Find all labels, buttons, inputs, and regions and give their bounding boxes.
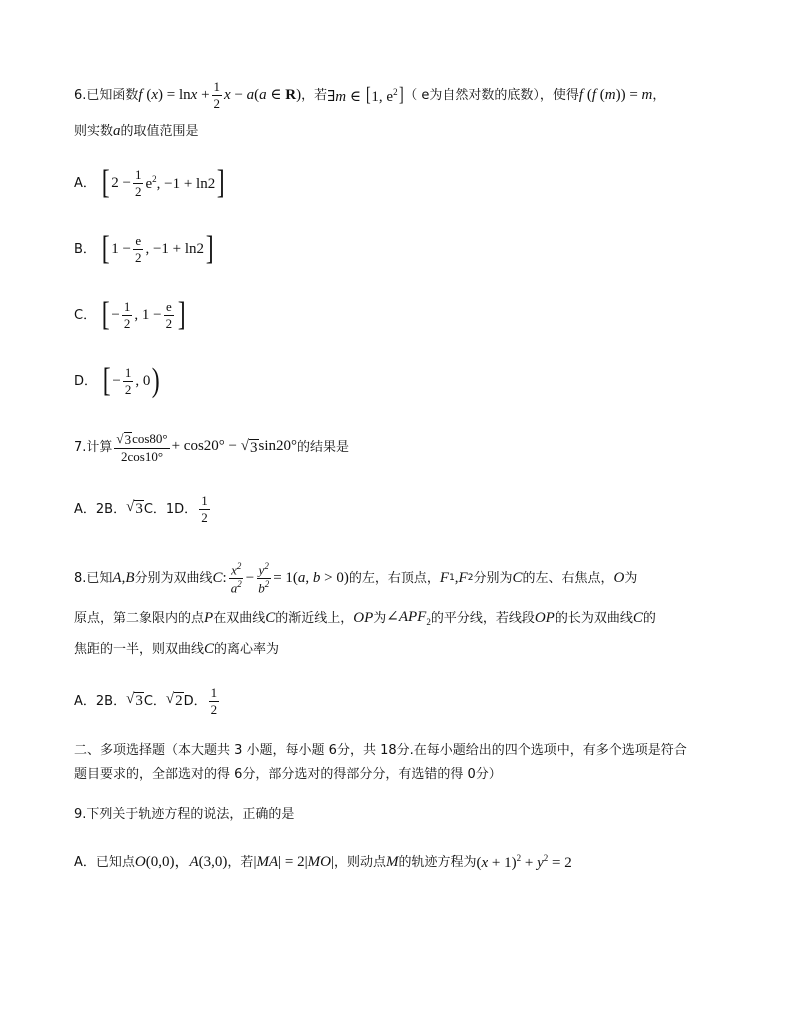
q8-option-c-label: C． [143,693,166,709]
q6-tail: ， [652,87,666,103]
q9-option-a-pre: A．已知点 [74,855,135,870]
q8-line2-a: 原点，第二象限内的点 [74,611,205,626]
q8-mid3: 分别为 [473,570,513,586]
q7-options: A．2B． √ 3 C．1D． $\frac{1}{2}$ [74,493,208,525]
q8-option-d-label: D． [183,693,207,709]
section2-line2: 题目要求的，全部选对的得 6分，部分选对的得部分分，有选错的得 0分） [74,767,502,782]
q6-option-a-label: A． [74,175,96,191]
q6-stem-line1 [74,80,734,110]
q8-line3: 焦距的一半，则双曲线 [74,642,205,657]
q6-option-a: A． [ 2 − $\frac{1}{2}$ $e^2$, −1 + ln2 ] [74,164,225,201]
q6-exists: ∃m ∈ [1, $e^2$] [327,83,404,106]
q9-option-a-mid2: ，则动点 [333,855,386,870]
q6-option-d: D． [ − $\frac{1}{2}$ , 0 ) [74,362,160,399]
q6-cond: ，若 [301,87,328,103]
q7-tail: 的结果是 [297,440,350,456]
q6-stem-line2 [74,124,734,139]
q7-intro: 计算 [86,440,113,456]
q8-line2-f: 的长为双曲线 [554,611,633,626]
q8-mid5: 为 [624,570,638,586]
q6-option-b: B． [ 1 − $\frac{e}{2}$ , −1 + ln2 ] [74,230,214,267]
q9-option-a-tail: 的轨迹方程为 [398,855,477,870]
q7-option-d-fraction: $\frac{1}{2}$ [201,493,208,525]
q6-function-rest: x − a(a ∈ R) [224,86,302,103]
q6-option-d-label: D． [74,373,98,389]
q8-line2-b: 在双曲线 [213,611,266,626]
q9-option-a: A．已知点 O(0,0)，A(3,0) ，若 |MA| = 2|MO| ，则动点 M 的轨迹方程为 $(x + 1)^2 + y^2 = 2$ [74,853,572,871]
q7-fraction: √ 3 cos80° 2cos10° [116,431,168,465]
q9-stem [74,808,734,821]
section2-line1: 二、多项选择题（本大题共 3 小题，每小题 6分，共 18分.在每小题给出的四个选项中，有多个选项是符合 [74,743,687,758]
q8-options-ab: A．2B． [74,693,127,709]
q8-option-d-fraction: $\frac{1}{2}$ [210,685,218,717]
q8-line2-d: 为 [373,611,387,626]
q6-intro: 已知函数 [86,87,139,103]
q6-note: （ e为自然对数的底数），使得 [404,87,579,103]
section2-heading-line1 [74,744,734,757]
q6-line2: 则实数 [74,124,114,139]
q8-stem-line2: 原点，第二象限内的点 P 在双曲线 C 的渐近线上， OP 为 $\angle APF_2$ 的平分线，若线段 OP 的长为双曲线 C 的 [74,609,656,627]
q8-line2-g: 的 [642,611,656,626]
q6-option-c: C． [ − $\frac{1}{2}$ , 1 − $\frac{e}{2}$ ] [74,296,186,333]
q8-line3-tail: 的离心率为 [214,642,280,657]
q8-stem-line1: 8. 已知 A , B 分别为双曲线 C : $\frac{x^2}{a^2}$ − $\frac{y^2}{b^2}$ = 1(a, b > 0) 的左，右顶点， F 1 , F 2 分别为 C 的左、右焦点， O 为 [74,561,638,596]
q9-option-a-mid: ，若 [227,855,254,870]
q6-option-c-label: C． [74,307,97,323]
q6-half-fraction: $\frac{1}{2}$ [213,79,221,111]
section2-heading-line2 [74,768,734,781]
q9-stem-text: 9.下列关于轨迹方程的说法，正确的是 [74,807,295,822]
q7-stem: 7. 计算 √ 3 cos80° 2cos10° + cos20° − √ 3 sin20° 的结果是 [74,431,350,465]
q7-options-cd: C．1D． [143,501,198,517]
q8-line2-c: 的渐近线上， [275,611,354,626]
q8-number: 8. [74,570,87,586]
q8-intro: 已知 [86,570,113,586]
q6-var-a: a [113,123,121,139]
q6-ffm: f (f (m)) = m [578,86,653,103]
q6-number: 6. [74,87,87,103]
q8-options: A．2B． √ 3 C． √ 2 D． $\frac{1}{2}$ [74,685,218,717]
q8-line2-e: 的平分线，若线段 [430,611,535,626]
q6-option-b-label: B． [74,241,96,257]
q7-options-ab: A．2B． [74,501,127,517]
q6-function: f (x) = lnx + [138,86,210,103]
q8-mid4: 的左、右焦点， [522,570,614,586]
q8-stem-line3: 焦距的一半，则双曲线 C 的离心率为 [74,641,280,657]
q7-number: 7. [74,440,87,456]
q8-mid1: 分别为双曲线 [134,570,213,586]
q6-line2-tail: 的取值范围是 [120,124,199,139]
q8-mid2: 的左，右顶点， [348,570,440,586]
